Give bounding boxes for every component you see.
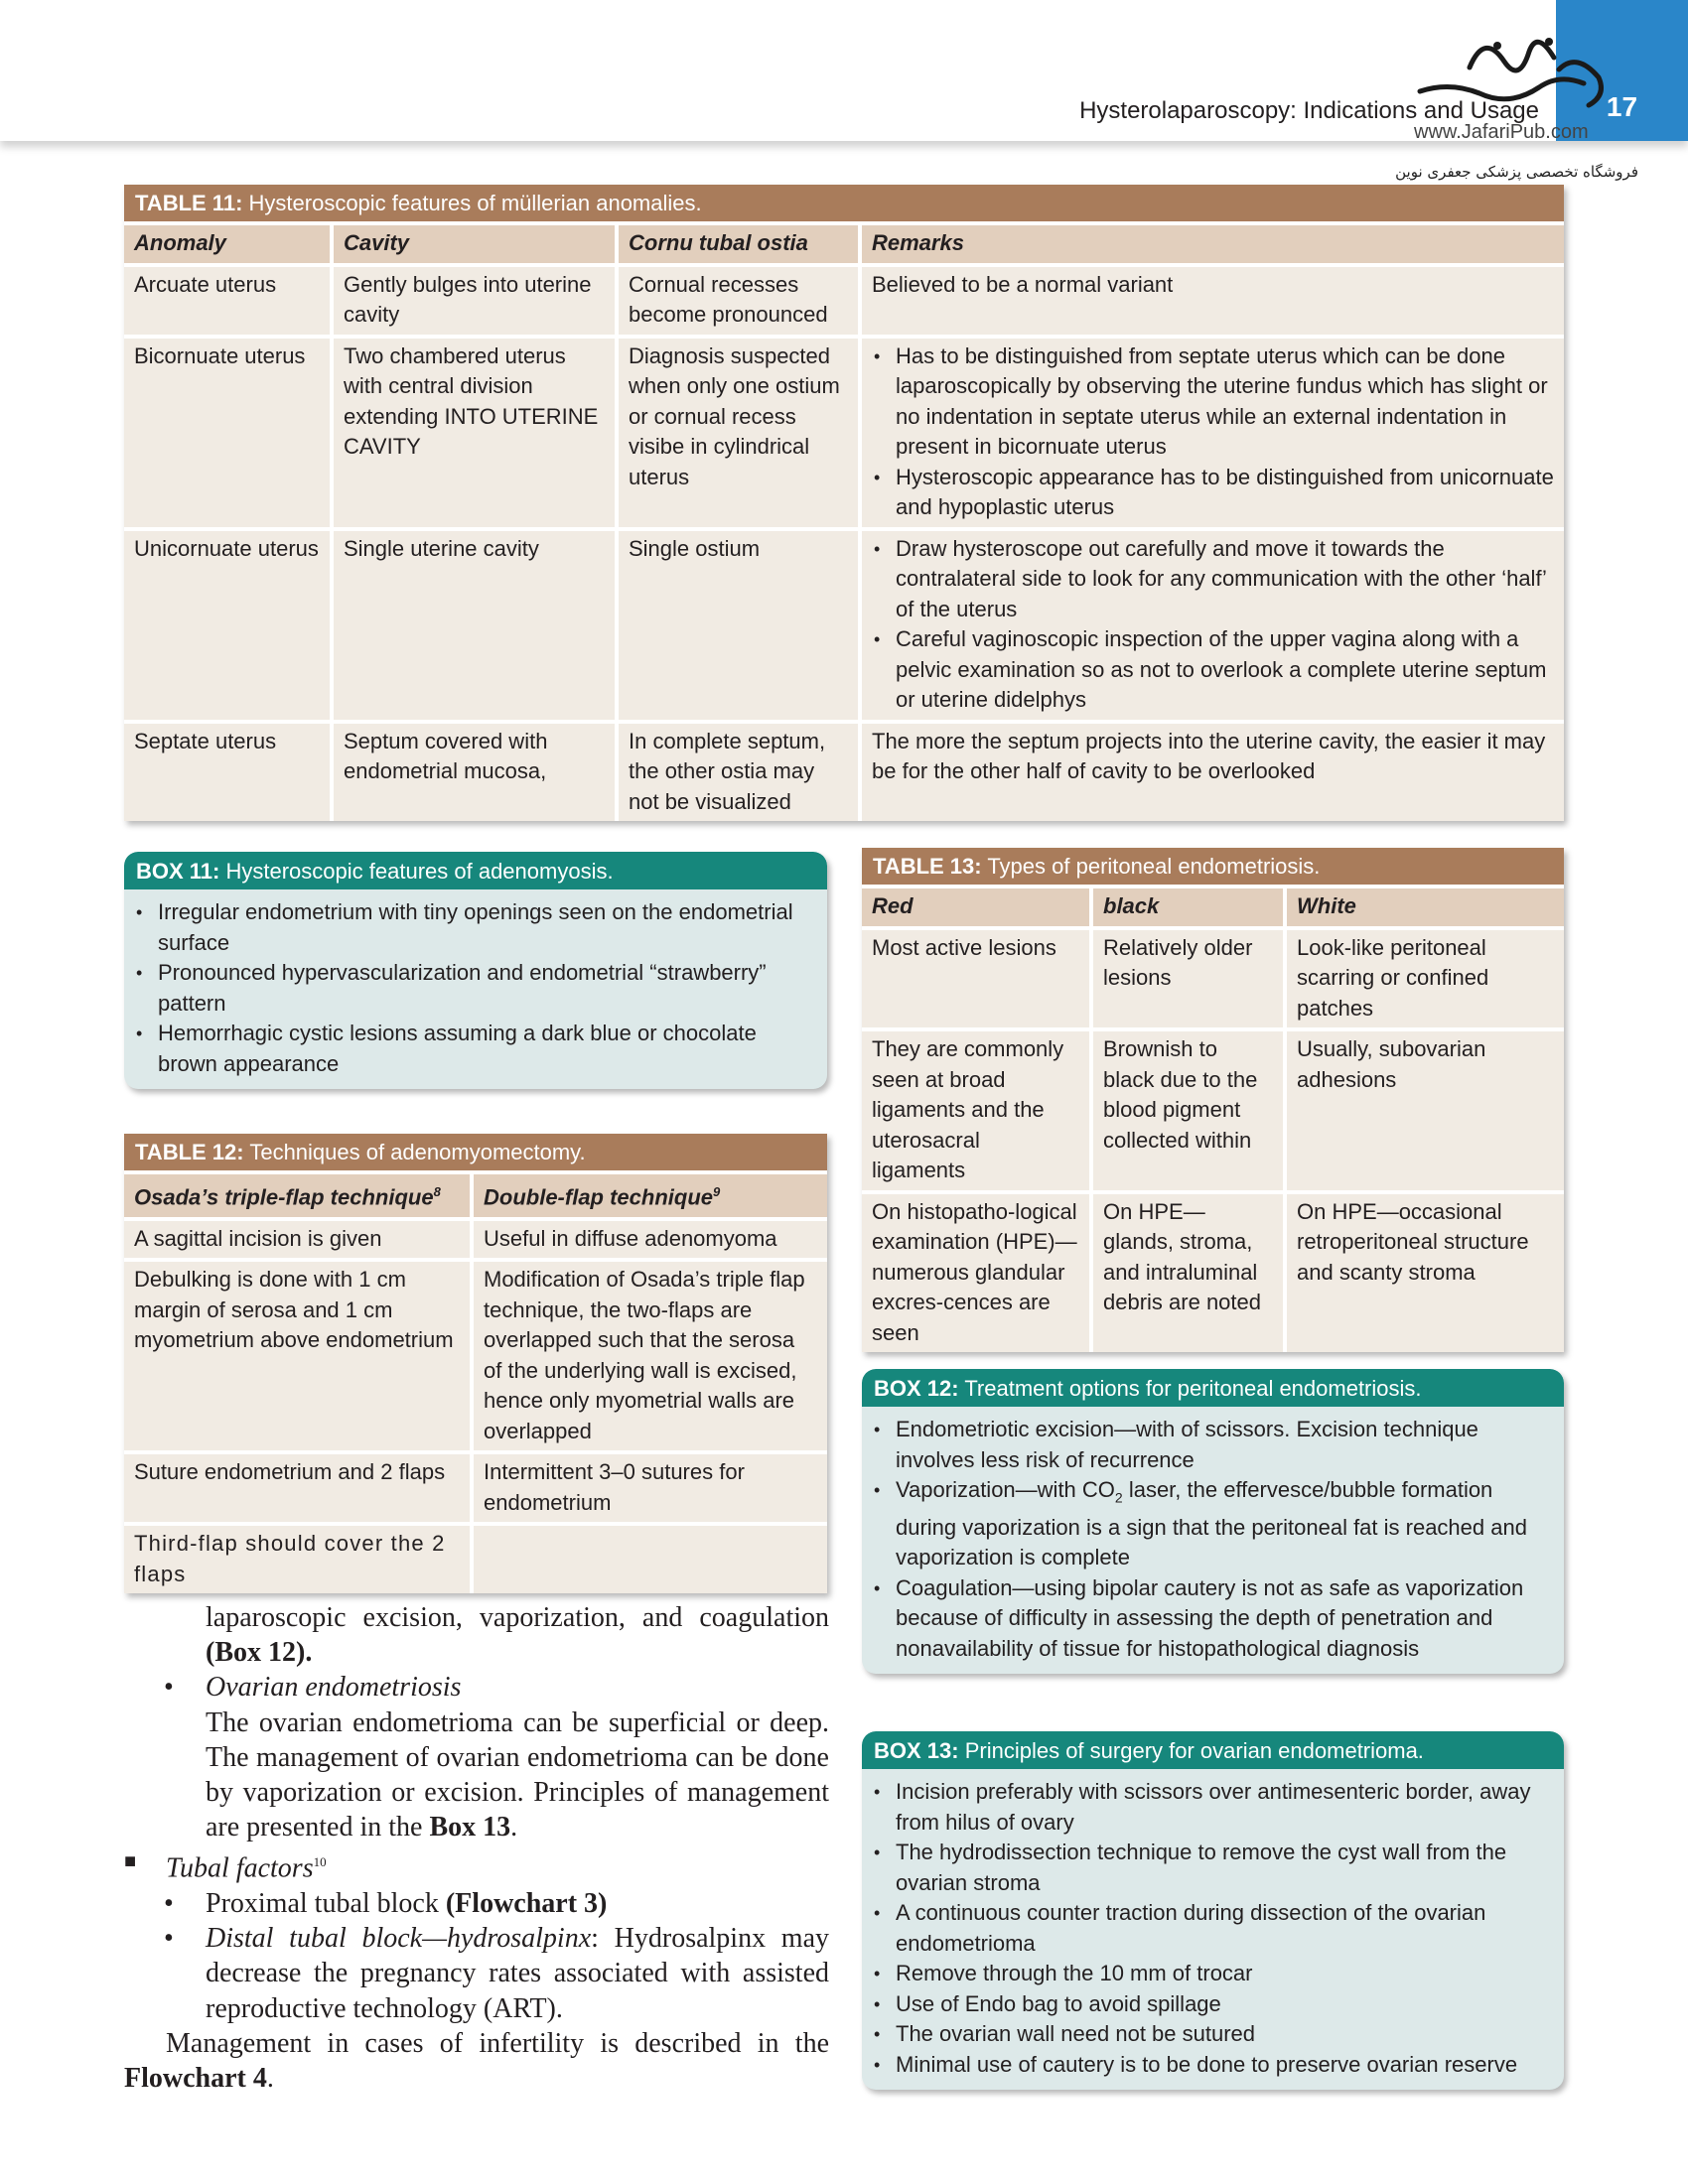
table-cell: The more the septum projects into the uterine cavity, the easier it may be for the other half of cavity to be overlooked: [862, 724, 1564, 822]
box-13: [862, 1731, 1564, 2090]
table-cell: [862, 531, 1564, 720]
list-item: • Draw hysteroscope out carefully and move it towards the contralateral side to look for any communication with the other ‘half’ of the uterus: [872, 534, 1554, 625]
table-label: TABLE 12:: [135, 1140, 244, 1164]
table-title: [124, 185, 1564, 221]
list-item: • Coagulation—using bipolar cautery is not as safe as vaporization because of difficulty in assessing the depth of penetration and nonavailability of tissue for histopathological diagnosis: [872, 1573, 1552, 1665]
table-cell: Gently bulges into uterine cavity: [334, 267, 615, 335]
table-cell: They are commonly seen at broad ligaments and the uterosacral ligaments: [862, 1031, 1089, 1190]
page-number: 17: [1606, 91, 1638, 122]
table-title: [124, 1134, 827, 1170]
column-header: White: [1287, 888, 1564, 926]
table-cell: Cornual recesses become pronounced: [619, 267, 858, 335]
paragraph: Management in cases of infertility is described in the Flowchart 4.: [124, 2027, 829, 2094]
column-header: Double-flap technique$^9$: [474, 1174, 827, 1217]
column-header: Red: [862, 888, 1089, 926]
list-item: • Has to be distinguished from septate uterus which can be done laparoscopically by observing the uterine fundus which has slight or no indentation in septate uterus while an external indentation in present in bicornuate uterus: [872, 341, 1554, 463]
box-caption: Hysteroscopic features of adenomyosis.: [225, 859, 614, 884]
list-item: • Use of Endo bag to avoid spillage: [872, 1989, 1552, 2020]
column-header: Osada’s triple-flap technique$^8$: [124, 1174, 470, 1217]
box-caption: Principles of surgery for ovarian endometrioma.: [964, 1738, 1424, 1763]
table-cell: A sagittal incision is given: [124, 1221, 470, 1259]
paragraph: laparoscopic excision, vaporization, and coagulation (Box 12).: [206, 1602, 829, 1669]
publisher-name-persian: فروشگاه تخصصی پزشکی جعفری نوین: [1395, 163, 1638, 181]
table-caption: Techniques of adenomyomectomy.: [249, 1140, 586, 1164]
list-item: • Incision preferably with scissors over antimesenteric border, away from hilus of ovary: [872, 1777, 1552, 1838]
paragraph: The ovarian endometrioma can be superficial or deep. The management of ovarian endometrioma can be done by vaporization or excision. Principles of management are presented in the Box 13.: [206, 1706, 829, 1843]
bullet-item: • Distal tubal block—hydrosalpinx: Hydrosalpinx may decrease the pregnancy rates associated with assisted reproductive technology (ART).: [164, 1923, 829, 2024]
bullet-item: • Ovarian endometriosis: [164, 1672, 462, 1704]
list-item: • Pronounced hypervascularization and endometrial “strawberry” pattern: [134, 958, 815, 1019]
list-item: • Hemorrhagic cystic lesions assuming a dark blue or chocolate brown appearance: [134, 1019, 815, 1079]
table-cell: [862, 339, 1564, 527]
table-cell: Intermittent 3–0 sutures for endometrium: [474, 1454, 827, 1522]
table-cell: Two chambered uterus with central division extending INTO UTERINE CAVITY: [334, 339, 615, 527]
box-label: BOX 12:: [874, 1376, 959, 1401]
table-cell: Modification of Osada’s triple flap technique, the two-flaps are overlapped such that the serosa of the underlying wall is excised, hence only myometrial walls are overlapped: [474, 1262, 827, 1450]
box-title: [862, 1731, 1564, 1769]
table-cell: Single ostium: [619, 531, 858, 720]
subheading: Tubal factors: [166, 1852, 314, 1884]
table-cell: Septate uterus: [124, 724, 330, 822]
list-item: • Vaporization—with $CO_2$ laser, the effervesce/bubble formation during vaporization is a sign that the peritoneal fat is reached and vaporization is complete: [872, 1475, 1552, 1573]
list-item: • Hysteroscopic appearance has to be distinguished from unicornuate and hypoplastic uterus: [872, 463, 1554, 523]
list-item: • A continuous counter traction during dissection of the ovarian endometrioma: [872, 1898, 1552, 1959]
box-title: [124, 852, 827, 889]
table-cell: On HPE—occasional retroperitoneal structure and scanty stroma: [1287, 1194, 1564, 1353]
table-title: [862, 848, 1564, 885]
table-label: TABLE 13:: [873, 854, 982, 879]
bullet-item: • Proximal tubal block (Flowchart 3): [164, 1887, 608, 1919]
table-cell: Single uterine cavity: [334, 531, 615, 720]
subheading: Ovarian endometriosis: [206, 1672, 462, 1704]
list-item: • The ovarian wall need not be sutured: [872, 2019, 1552, 2050]
box-caption: Treatment options for peritoneal endometriosis.: [964, 1376, 1422, 1401]
table-cell: Unicornuate uterus: [124, 531, 330, 720]
table-11: [124, 185, 1564, 821]
column-header: Anomaly: [124, 225, 330, 263]
list-item: • Endometriotic excision—with of scissors. Excision technique involves less risk of recurrence: [872, 1415, 1552, 1475]
table-cell: Brownish to black due to the blood pigment collected within: [1093, 1031, 1283, 1190]
table-cell: Most active lesions: [862, 930, 1089, 1028]
table-cell: Arcuate uterus: [124, 267, 330, 335]
list-item: • The hydrodissection technique to remove the cyst wall from the ovarian stroma: [872, 1838, 1552, 1898]
table-cell: Suture endometrium and 2 flaps: [124, 1454, 470, 1522]
box-title: [862, 1369, 1564, 1407]
table-cell: Debulking is done with 1 cm margin of serosa and 1 cm myometrium above endometrium: [124, 1262, 470, 1450]
table-cell: Bicornuate uterus: [124, 339, 330, 527]
table-caption: Hysteroscopic features of müllerian anomalies.: [248, 191, 702, 215]
table-13: [862, 848, 1564, 1352]
column-header: Cavity: [334, 225, 615, 263]
box-label: BOX 13:: [874, 1738, 959, 1763]
table-cell: Relatively older lesions: [1093, 930, 1283, 1028]
table-cell: Diagnosis suspected when only one ostium or cornual recess visibe in cylindrical uterus: [619, 339, 858, 527]
box-11: [124, 852, 827, 1089]
table-cell: Believed to be a normal variant: [862, 267, 1564, 335]
table-cell: On HPE—glands, stroma, and intraluminal debris are noted: [1093, 1194, 1283, 1353]
column-header: Cornu tubal ostia: [619, 225, 858, 263]
table-cell: Third-flap should cover the 2 flaps: [124, 1526, 470, 1593]
column-header: Remarks: [862, 225, 1564, 263]
table-label: TABLE 11:: [135, 191, 243, 215]
table-cell: Useful in diffuse adenomyoma: [474, 1221, 827, 1259]
table-12: [124, 1134, 827, 1593]
bullet-item: ■ Tubal factors$^{10}$: [124, 1850, 327, 1884]
table-cell: In complete septum, the other ostia may not be visualized: [619, 724, 858, 822]
table-cell: [474, 1526, 827, 1593]
publisher-url: www.JafariPub.com: [1414, 121, 1589, 143]
list-item: • Remove through the 10 mm of trocar: [872, 1959, 1552, 1989]
table-caption: Types of peritoneal endometriosis.: [987, 854, 1321, 879]
table-cell: Septum covered with endometrial mucosa,: [334, 724, 615, 822]
table-cell: On histopatho-logical examination (HPE)—numerous glandular excres-cences are seen: [862, 1194, 1089, 1353]
box-12: [862, 1369, 1564, 1674]
running-head: Hysterolaparoscopy: Indications and Usage: [1079, 97, 1539, 124]
table-cell: Usually, subovarian adhesions: [1287, 1031, 1564, 1190]
list-item: • Minimal use of cautery is to be done to preserve ovarian reserve: [872, 2050, 1552, 2081]
list-item: • Irregular endometrium with tiny openings seen on the endometrial surface: [134, 897, 815, 958]
column-header: black: [1093, 888, 1283, 926]
list-item: • Careful vaginoscopic inspection of the upper vagina along with a pelvic examination so as not to overlook a complete uterine septum or uterine didelphys: [872, 624, 1554, 716]
table-cell: Look-like peritoneal scarring or confined patches: [1287, 930, 1564, 1028]
body-text: [124, 1600, 829, 2096]
box-label: BOX 11:: [136, 859, 220, 884]
